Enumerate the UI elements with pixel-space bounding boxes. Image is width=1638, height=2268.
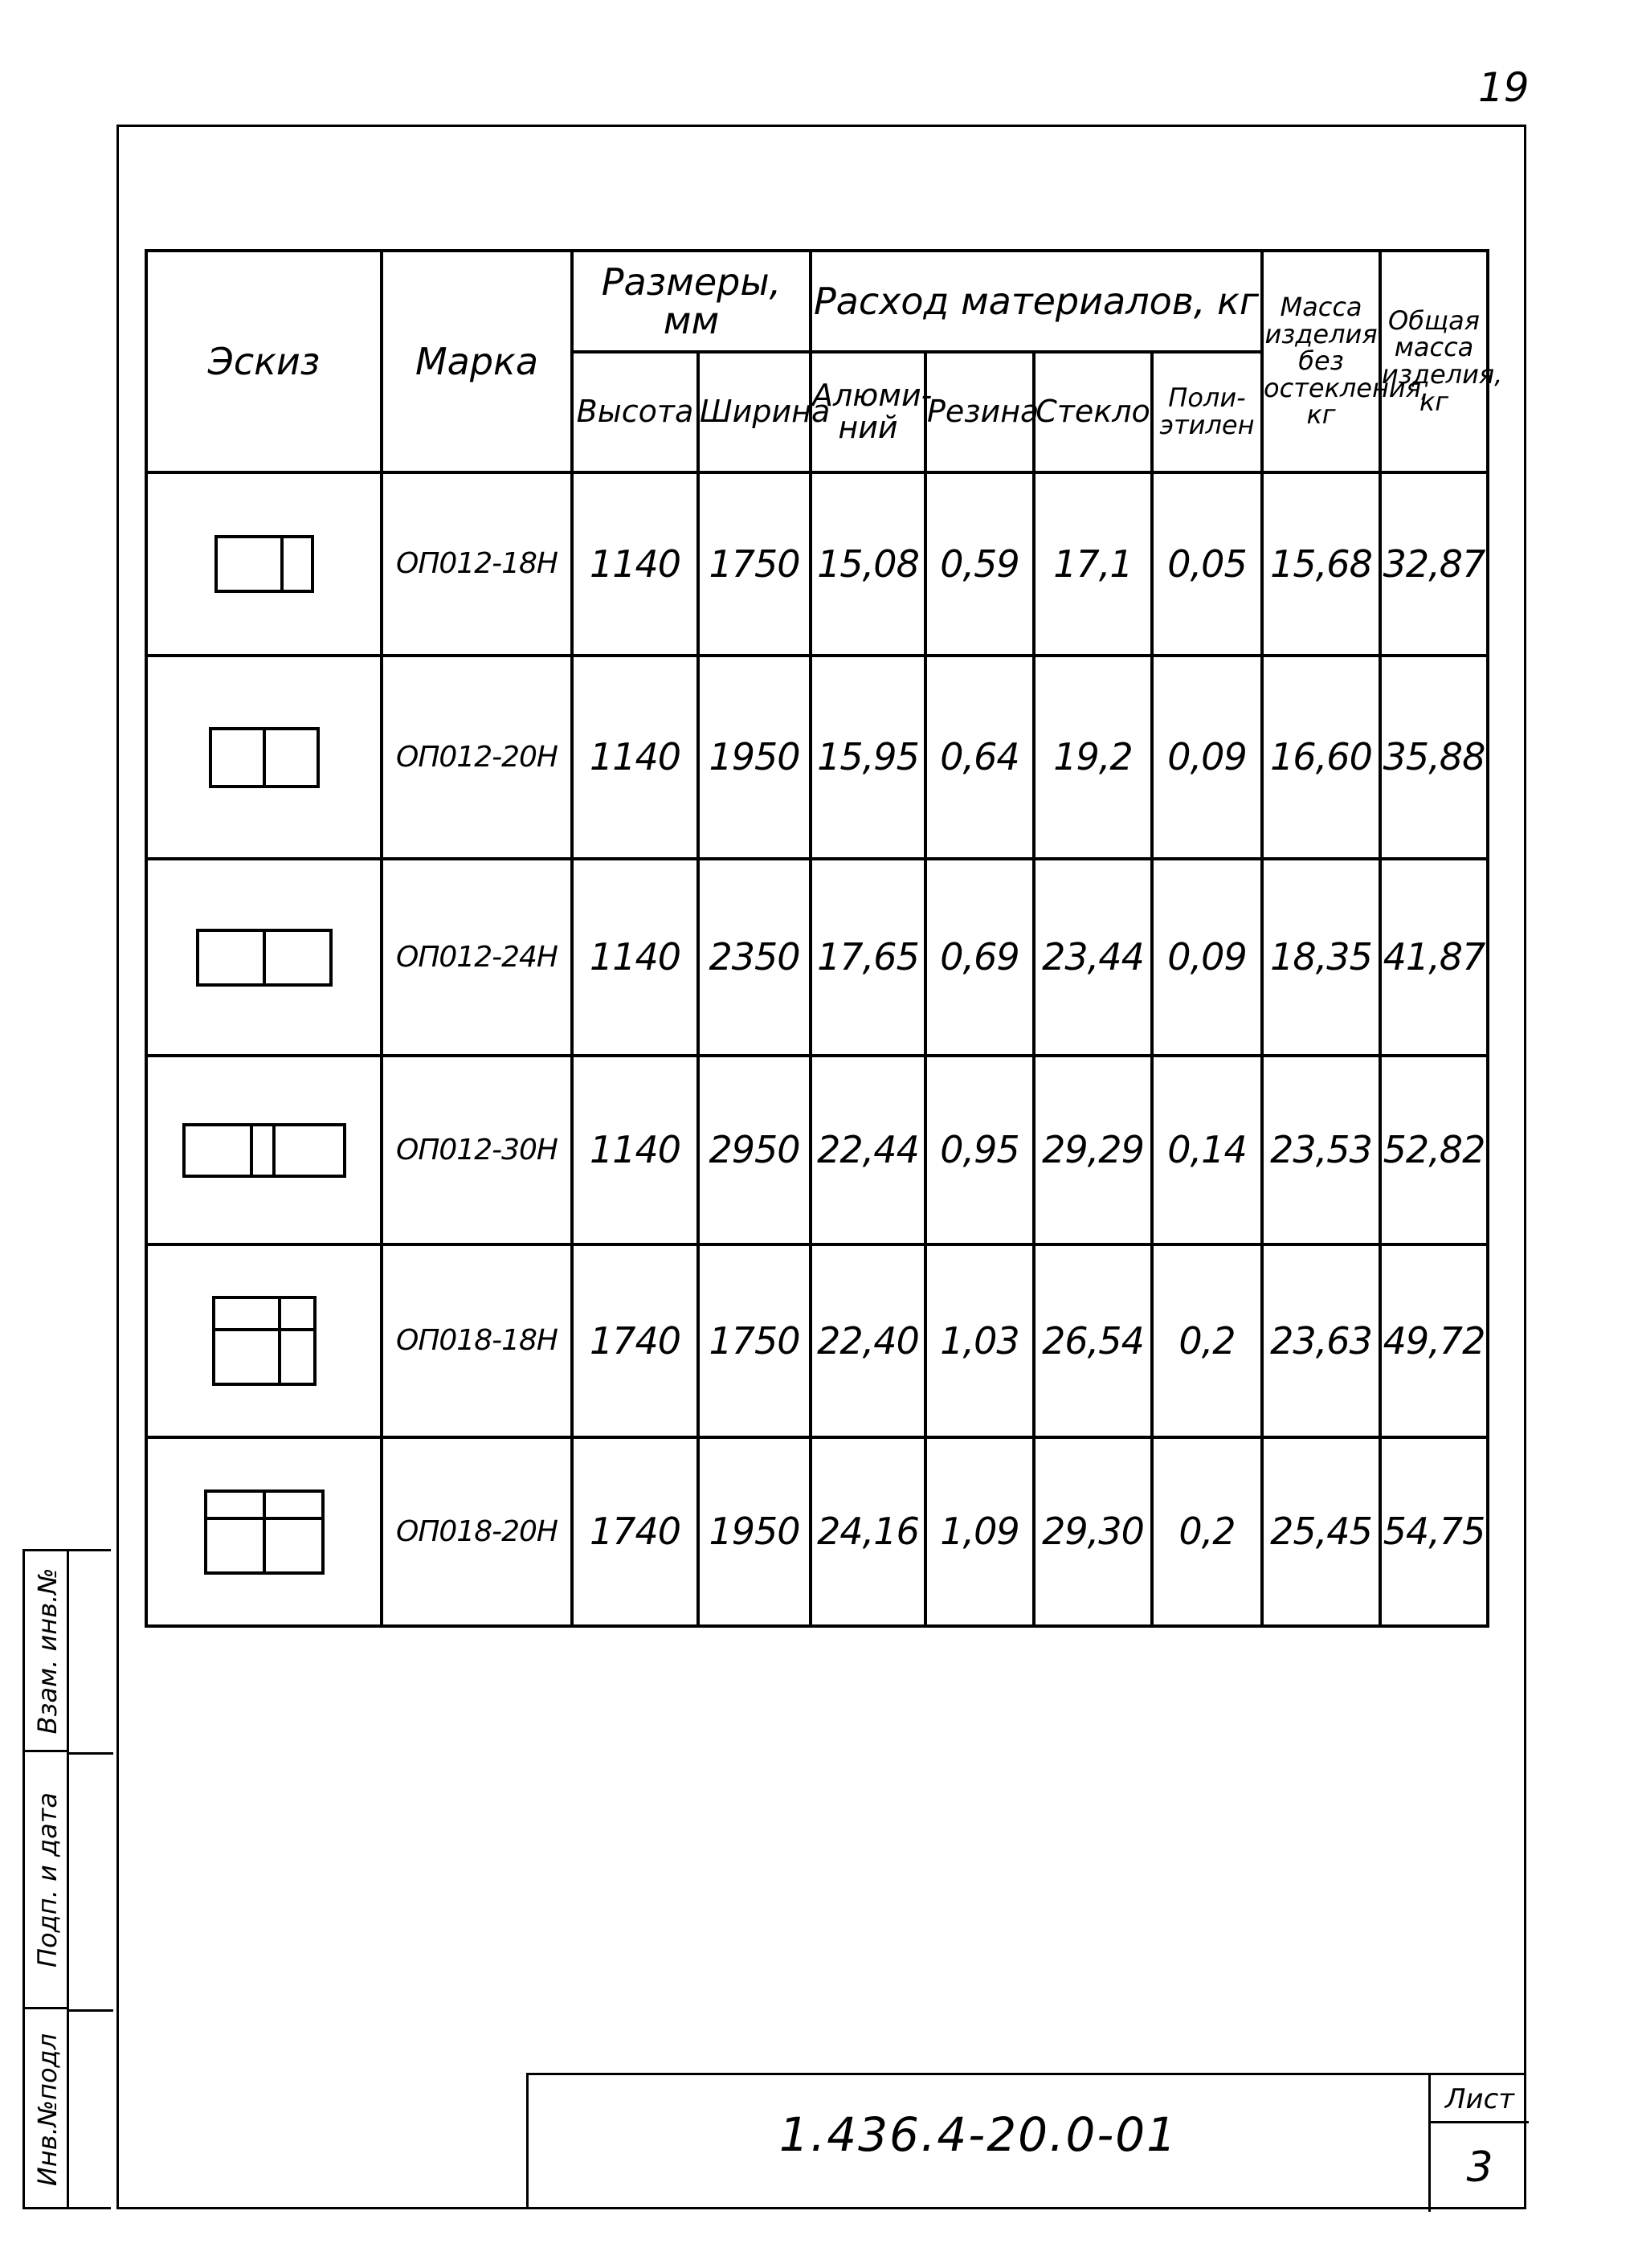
height-cell: 1140 — [572, 656, 698, 859]
aluminium-cell: 22,44 — [811, 1056, 925, 1244]
rubber-cell: 1,03 — [925, 1244, 1034, 1437]
table-row — [146, 1056, 1488, 1244]
sketch-cell — [146, 1056, 382, 1244]
aluminium-cell: 24,16 — [811, 1437, 925, 1626]
polyethylene-cell: 0,2 — [1152, 1244, 1262, 1437]
mark-cell: ОП018-18Н — [382, 1244, 572, 1437]
total-mass-cell: 41,87 — [1380, 859, 1488, 1056]
side-stamp-divider — [69, 2009, 113, 2012]
table-row — [146, 1437, 1488, 1626]
sketch-cell — [146, 859, 382, 1056]
header-polyethylene: Поли-этилен — [1152, 352, 1262, 472]
table-row — [146, 656, 1488, 859]
rubber-cell: 0,69 — [925, 859, 1034, 1056]
total-mass-cell: 49,72 — [1380, 1244, 1488, 1437]
side-stamp — [22, 1549, 111, 2209]
total-mass-cell: 32,87 — [1380, 472, 1488, 656]
sheet-number: 3 — [1466, 2143, 1493, 2192]
window-sketch-two-pane-icon — [209, 727, 320, 788]
document-code: 1.436.4-20.0-01 — [778, 2107, 1178, 2162]
table-row — [146, 472, 1488, 656]
mass-no-glass-cell: 16,60 — [1262, 656, 1380, 859]
rubber-cell: 0,95 — [925, 1056, 1034, 1244]
mass-no-glass-cell: 25,45 — [1262, 1437, 1380, 1626]
mass-no-glass-cell: 23,53 — [1262, 1056, 1380, 1244]
window-sketch-three-pane-icon — [182, 1123, 346, 1178]
aluminium-cell: 22,40 — [811, 1244, 925, 1437]
side-stamp-inv-original: Инв.№подл — [31, 2033, 63, 2186]
side-stamp-sign-date: Подп. и дата — [25, 1752, 69, 2009]
header-dimensions: Размеры, мм — [572, 251, 811, 352]
aluminium-cell: 17,65 — [811, 859, 925, 1056]
header-rubber: Резина — [925, 352, 1034, 472]
mass-no-glass-cell: 18,35 — [1262, 859, 1380, 1056]
mass-no-glass-cell: 23,63 — [1262, 1244, 1380, 1437]
sketch-cell — [146, 1244, 382, 1437]
height-cell: 1740 — [572, 1437, 698, 1626]
polyethylene-cell: 0,09 — [1152, 656, 1262, 859]
aluminium-cell: 15,95 — [811, 656, 925, 859]
page-number: 19 — [1478, 64, 1530, 111]
polyethylene-cell: 0,14 — [1152, 1056, 1262, 1244]
polyethylene-cell: 0,05 — [1152, 472, 1262, 656]
mark-cell: ОП012-20Н — [382, 656, 572, 859]
header-glass: Стекло — [1034, 352, 1152, 472]
sheet-label: Лист — [1431, 2075, 1529, 2123]
side-stamp-text-column — [25, 1551, 69, 2207]
rubber-cell: 0,59 — [925, 472, 1034, 656]
side-stamp-divider — [69, 1752, 113, 1755]
sheet-box — [1428, 2075, 1529, 2212]
height-cell: 1140 — [572, 472, 698, 656]
height-cell: 1740 — [572, 1244, 698, 1437]
header-total-mass: Общая масса изделия, кг — [1380, 251, 1488, 472]
mark-cell: ОП012-30Н — [382, 1056, 572, 1244]
side-stamp-replaced-inv: Взам. инв.№ — [25, 1551, 69, 1752]
rubber-cell: 0,64 — [925, 656, 1034, 859]
glass-cell: 29,30 — [1034, 1437, 1152, 1626]
table-row — [146, 1244, 1488, 1437]
table-row — [146, 859, 1488, 1056]
glass-cell: 23,44 — [1034, 859, 1152, 1056]
window-sketch-two-pane-icon — [214, 535, 314, 593]
window-sketch-four-pane-icon — [212, 1296, 317, 1386]
polyethylene-cell: 0,09 — [1152, 859, 1262, 1056]
materials-table — [145, 249, 1503, 1628]
header-mass-no-glass: Масса изделия без остекления, кг — [1262, 251, 1380, 472]
header-sketch: Эскиз — [146, 251, 382, 472]
rubber-cell: 1,09 — [925, 1437, 1034, 1626]
header-mark: Марка — [382, 251, 572, 472]
window-sketch-two-pane-icon — [196, 929, 333, 987]
glass-cell: 29,29 — [1034, 1056, 1152, 1244]
glass-cell: 17,1 — [1034, 472, 1152, 656]
total-mass-cell: 54,75 — [1380, 1437, 1488, 1626]
aluminium-cell: 15,08 — [811, 472, 925, 656]
glass-cell: 26,54 — [1034, 1244, 1152, 1437]
sketch-cell — [146, 656, 382, 859]
width-cell: 2350 — [698, 859, 811, 1056]
total-mass-cell: 35,88 — [1380, 656, 1488, 859]
width-cell: 1750 — [698, 472, 811, 656]
sketch-cell — [146, 1437, 382, 1626]
mark-cell: ОП018-20Н — [382, 1437, 572, 1626]
header-width: Ширина — [698, 352, 811, 472]
mark-cell: ОП012-24Н — [382, 859, 572, 1056]
header-consumption: Расход материалов, кг — [811, 251, 1262, 352]
window-sketch-four-pane-icon — [204, 1490, 325, 1575]
polyethylene-cell: 0,2 — [1152, 1437, 1262, 1626]
height-cell: 1140 — [572, 859, 698, 1056]
glass-cell: 19,2 — [1034, 656, 1152, 859]
mark-cell: ОП012-18Н — [382, 472, 572, 656]
title-block — [526, 2073, 1526, 2209]
width-cell: 1950 — [698, 1437, 811, 1626]
sketch-cell — [146, 472, 382, 656]
mass-no-glass-cell: 15,68 — [1262, 472, 1380, 656]
header-height: Высота — [572, 352, 698, 472]
width-cell: 2950 — [698, 1056, 811, 1244]
header-aluminium: Алюми-ний — [811, 352, 925, 472]
total-mass-cell: 52,82 — [1380, 1056, 1488, 1244]
width-cell: 1750 — [698, 1244, 811, 1437]
height-cell: 1140 — [572, 1056, 698, 1244]
width-cell: 1950 — [698, 656, 811, 859]
